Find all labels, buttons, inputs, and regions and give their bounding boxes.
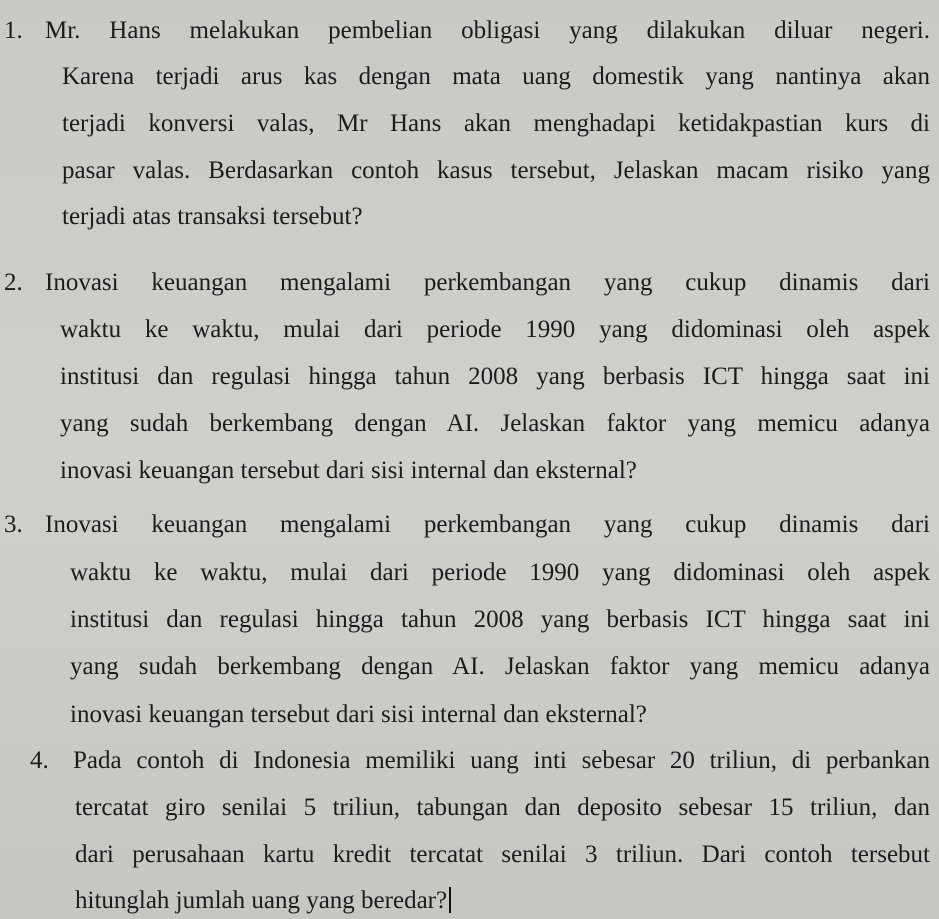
question-text-line: institusi dan regulasi hingga tahun 2008 yang berbasis ICT hingga saat ini [60,363,930,390]
question-text-line: tercatat giro senilai 5 triliun, tabungan dan deposito sebesar 15 triliun, dan [75,794,930,821]
question-text-line: institusi dan regulasi hingga tahun 2008 yang berbasis ICT hingga saat ini [70,606,930,633]
question-text-line: inovasi keuangan tersebut dari sisi internal dan eksternal? [70,701,647,728]
question-number: 2. [4,269,23,296]
question-number: 4. [30,747,49,774]
text-cursor [449,887,451,913]
question-text-line: Karena terjadi arus kas dengan mata uang domestik yang nantinya akan [62,63,930,90]
question-text-line: waktu ke waktu, mulai dari periode 1990 yang didominasi oleh aspek [70,559,930,586]
question-text-line: Inovasi keuangan mengalami perkembangan yang cukup dinamis dari [45,511,930,538]
question-number: 3. [4,511,23,538]
question-text-line: Inovasi keuangan mengalami perkembangan yang cukup dinamis dari [45,269,930,296]
question-number: 1. [4,17,23,44]
question-text-line: inovasi keuangan tersebut dari sisi internal dan eksternal? [60,457,637,484]
question-text-line: Mr. Hans melakukan pembelian obligasi yang dilakukan diluar negeri. [45,17,930,44]
question-text-line: pasar valas. Berdasarkan contoh kasus tersebut, Jelaskan macam risiko yang [62,157,930,184]
question-text-line: yang sudah berkembang dengan AI. Jelaskan faktor yang memicu adanya [70,653,930,680]
question-text-line: terjadi atas transaksi tersebut? [62,203,363,230]
question-text-line: terjadi konversi valas, Mr Hans akan menghadapi ketidakpastian kurs di [62,110,930,137]
question-text-line: dari perusahaan kartu kredit tercatat senilai 3 triliun. Dari contoh tersebut [75,841,930,868]
question-text-line: Pada contoh di Indonesia memiliki uang inti sebesar 20 triliun, di perbankan [73,747,930,774]
question-text-line: hitunglah jumlah uang yang beredar? [75,886,451,916]
question-text-line: yang sudah berkembang dengan AI. Jelaskan faktor yang memicu adanya [60,410,930,437]
question-text-line: waktu ke waktu, mulai dari periode 1990 yang didominasi oleh aspek [60,316,930,343]
